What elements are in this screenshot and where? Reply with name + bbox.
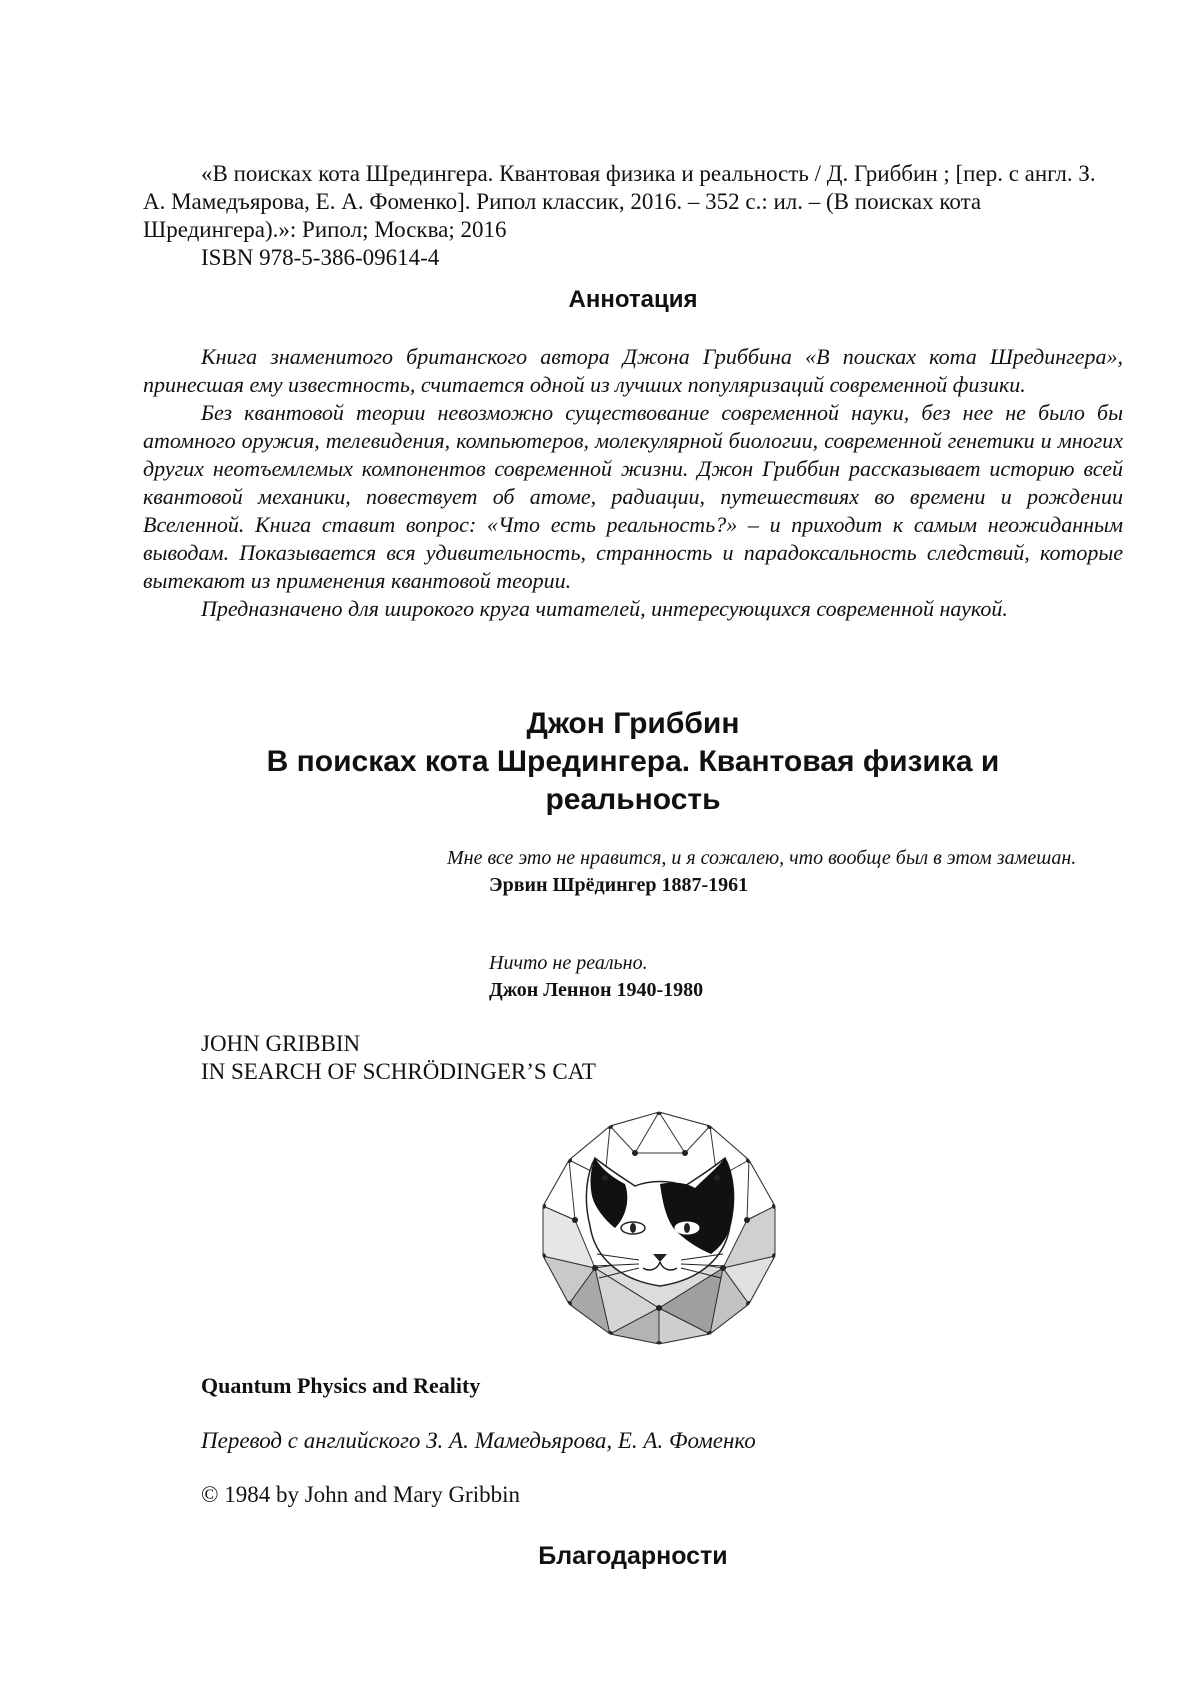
original-title: IN SEARCH OF SCHRÖDINGER’S CAT bbox=[201, 1059, 596, 1084]
annotation-heading: Аннотация bbox=[568, 286, 698, 313]
cat-geodesic-illustration bbox=[535, 1108, 785, 1348]
annotation-paragraph: Предназначено для широкого круга читателей, интересующихся современной наукой. bbox=[201, 596, 1008, 621]
epigraph-quote: Ничто не реально. bbox=[489, 952, 648, 974]
citation-text: «В поисках кота Шредингера. Квантовая физика и реальность / Д. Гриббин ; [пер. с англ. З. А. Мамедъярова, Е. А. Фоменко]. Рипол классик, 2016. – 352 с.: ил. – (В поисках кота Шредингера).»: Рипол; Москва; 2016 bbox=[143, 161, 1096, 242]
translation-credit: Перевод с английского З. А. Мамедьярова, Е. А. Фоменко bbox=[201, 1428, 756, 1453]
epigraph-quote: Мне все это не нравится, и я сожалею, что вообще был в этом замешан. bbox=[447, 847, 1077, 869]
original-subtitle: Quantum Physics and Reality bbox=[201, 1373, 481, 1398]
book-title-block bbox=[143, 705, 1123, 819]
isbn-text: ISBN 978-5-386-09614-4 bbox=[201, 245, 440, 270]
epigraph-attribution: Джон Леннон 1940-1980 bbox=[489, 979, 704, 1001]
acknowledgements-heading: Благодарности bbox=[538, 1542, 728, 1570]
annotation-paragraph: Без квантовой теории невозможно существование современной науки, без нее не было бы атомного оружия, телевидения, компьютеров, молекулярной биологии, современной генетики и многих других неотъемлемых компонентов современной жизни. Джон Гриббин рассказывает историю всей квантовой механики, повествует об атоме, радиации, путешествиях во времени и рождении Вселенной. Книга ставит вопрос: «Что есть реальность?» – и приходит к самым неожиданным выводам. Показывается вся удивительность, странность и парадоксальность следствий, которые вытекают из применения квантовой теории. bbox=[143, 400, 1123, 593]
epigraph-attribution: Эрвин Шрёдингер 1887-1961 bbox=[489, 874, 749, 896]
book-author: Джон Гриббин bbox=[526, 707, 740, 740]
bibliographic-record bbox=[143, 160, 1123, 272]
original-author: JOHN GRIBBIN bbox=[201, 1031, 361, 1056]
book-title-line-1: В поисках кота Шредингера. Квантовая физика и bbox=[266, 745, 1000, 778]
annotation-body bbox=[143, 343, 1123, 623]
book-title-line-2: реальность bbox=[545, 783, 721, 816]
copyright-notice: © 1984 by John and Mary Gribbin bbox=[201, 1482, 521, 1507]
epigraph bbox=[447, 845, 1123, 899]
epigraph bbox=[489, 950, 1165, 1004]
annotation-paragraph: Книга знаменитого британского автора Джона Гриббина «В поисках кота Шредингера», принесшая ему известность, считается одной из лучших популяризаций современной физики. bbox=[143, 344, 1123, 397]
